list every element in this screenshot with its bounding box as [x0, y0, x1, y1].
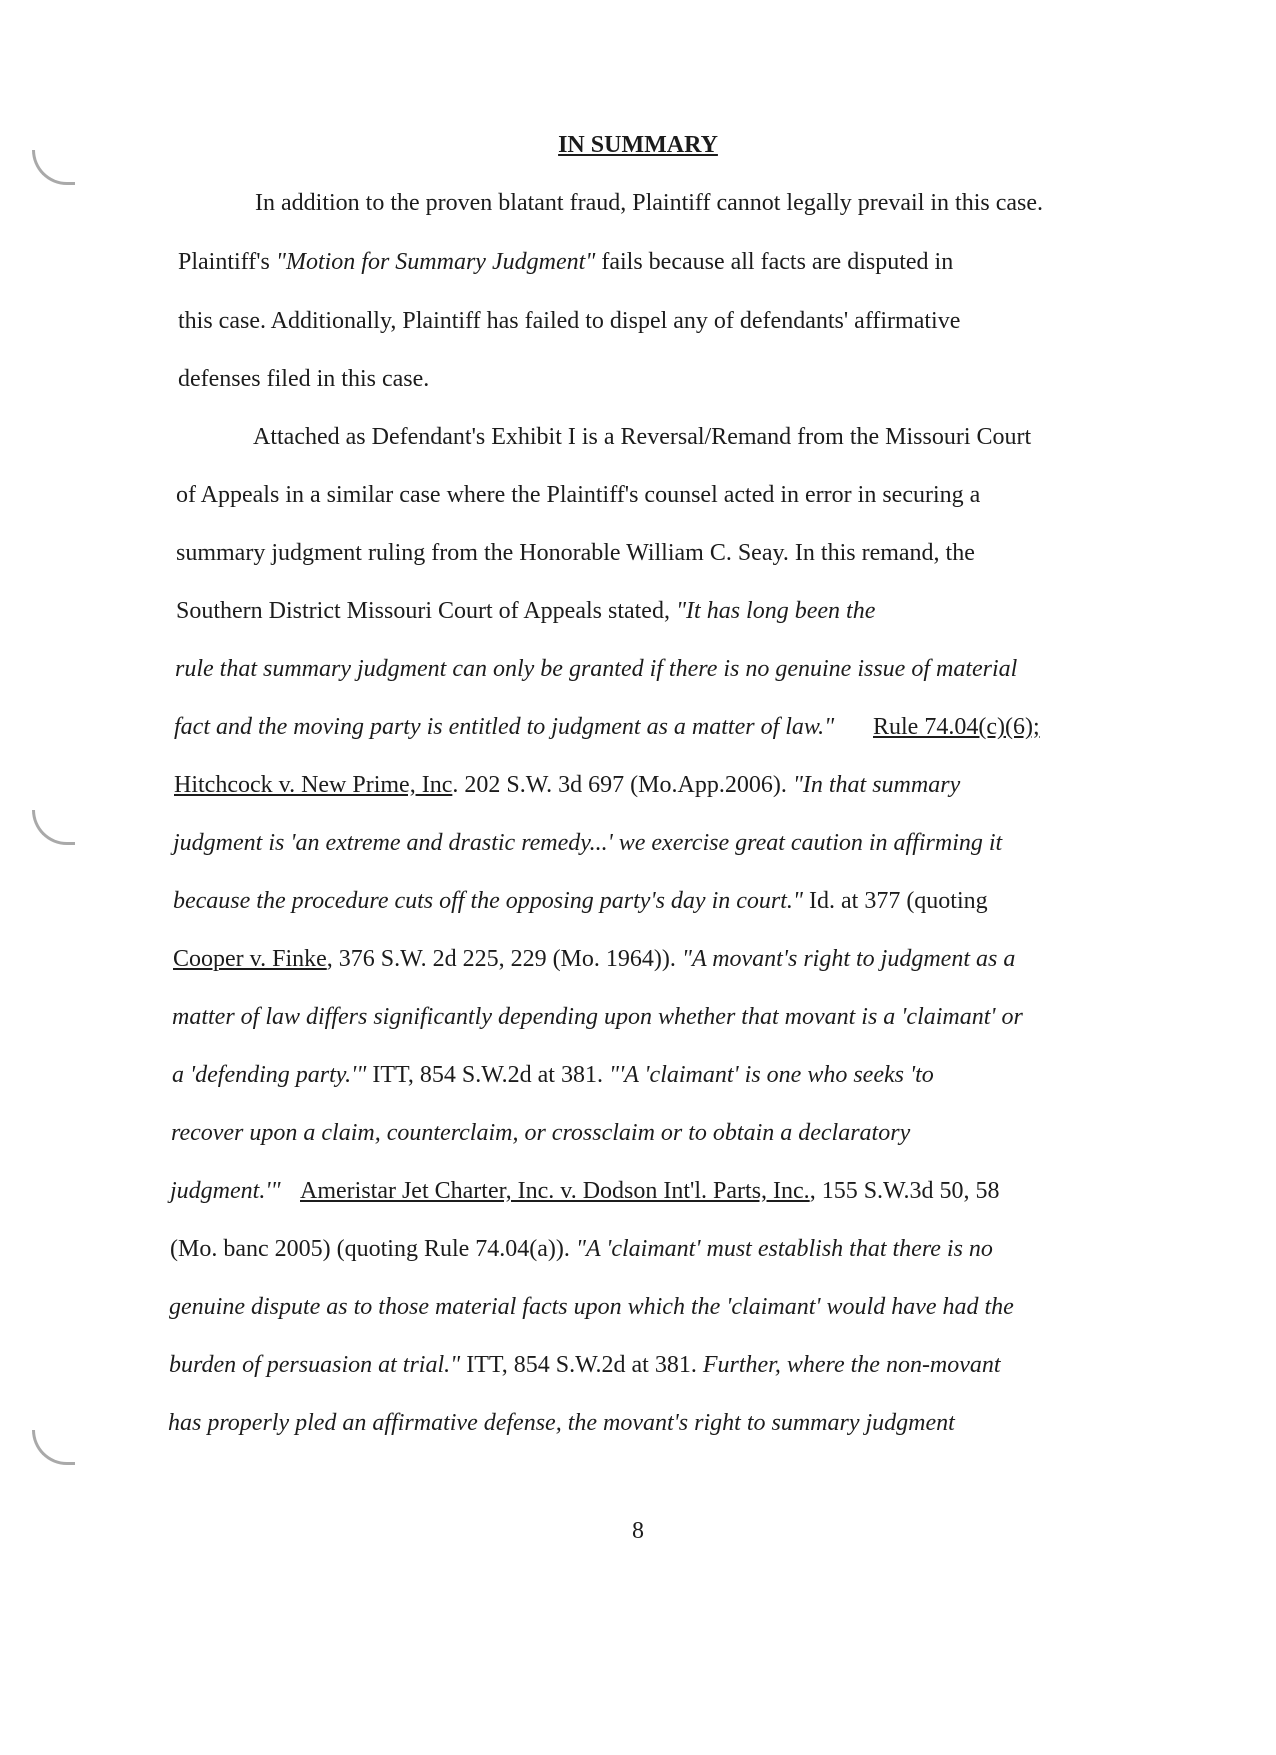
paragraph2-line7: Hitchcock v. New Prime, Inc. 202 S.W. 3d 697 (Mo.App.2006). "In that summary: [174, 772, 961, 798]
paragraph2-line8: judgment is 'an extreme and drastic remedy...' we exercise great caution in affirming it: [173, 830, 1003, 856]
paragraph1-line2: Plaintiff's "Motion for Summary Judgment" fails because all facts are disputed in: [178, 249, 954, 275]
paragraph2-line1: Attached as Defendant's Exhibit I is a Reversal/Remand from the Missouri Court: [253, 424, 1032, 450]
paragraph2-line16: genuine dispute as to those material facts upon which the 'claimant' would have had the: [169, 1294, 1014, 1320]
paragraph1-line1: In addition to the proven blatant fraud, Plaintiff cannot legally prevail in this case.: [255, 190, 1044, 216]
paragraph2-line6: fact and the moving party is entitled to judgment as a matter of law.": [174, 714, 835, 740]
section-heading: IN SUMMARY: [558, 132, 718, 158]
paragraph2-line13: recover upon a claim, counterclaim, or crossclaim or to obtain a declaratory: [171, 1120, 911, 1146]
paragraph2-line9: because the procedure cuts off the opposing party's day in court." Id. at 377 (quoting: [173, 888, 988, 914]
paragraph2-line2: of Appeals in a similar case where the Plaintiff's counsel acted in error in securing a: [176, 482, 981, 508]
paragraph2-line18: has properly pled an affirmative defense, the movant's right to summary judgment: [168, 1410, 955, 1436]
citation-rule-74-04: Rule 74.04(c)(6);: [873, 714, 1040, 740]
punch-hole-middle: [32, 810, 75, 845]
paragraph1-line4: defenses filed in this case.: [178, 366, 430, 392]
paragraph2-line14: judgment.'": [170, 1178, 281, 1204]
paragraph2-line3: summary judgment ruling from the Honorable William C. Seay. In this remand, the: [176, 540, 975, 566]
paragraph2-line15: (Mo. banc 2005) (quoting Rule 74.04(a)). "A 'claimant' must establish that there is no: [170, 1236, 993, 1262]
citation-ameristar: Ameristar Jet Charter, Inc. v. Dodson Int'l. Parts, Inc., 155 S.W.3d 50, 58: [300, 1178, 1000, 1204]
paragraph2-line12: a 'defending party.'" ITT, 854 S.W.2d at 381. "'A 'claimant' is one who seeks 'to: [172, 1062, 934, 1088]
paragraph2-line10: Cooper v. Finke, 376 S.W. 2d 225, 229 (Mo. 1964)). "A movant's right to judgment as a: [173, 946, 1016, 972]
paragraph1-line3: this case. Additionally, Plaintiff has failed to dispel any of defendants' affirmative: [178, 308, 961, 334]
paragraph2-line17: burden of persuasion at trial." ITT, 854 S.W.2d at 381. Further, where the non-movant: [169, 1352, 1001, 1378]
paragraph2-line5: rule that summary judgment can only be granted if there is no genuine issue of material: [175, 656, 1018, 682]
page-number: 8: [632, 1518, 644, 1544]
paragraph2-line4: Southern District Missouri Court of Appeals stated, "It has long been the: [176, 598, 876, 624]
punch-hole-bottom: [32, 1430, 75, 1465]
paragraph2-line11: matter of law differs significantly depending upon whether that movant is a 'claimant' or: [172, 1004, 1023, 1030]
